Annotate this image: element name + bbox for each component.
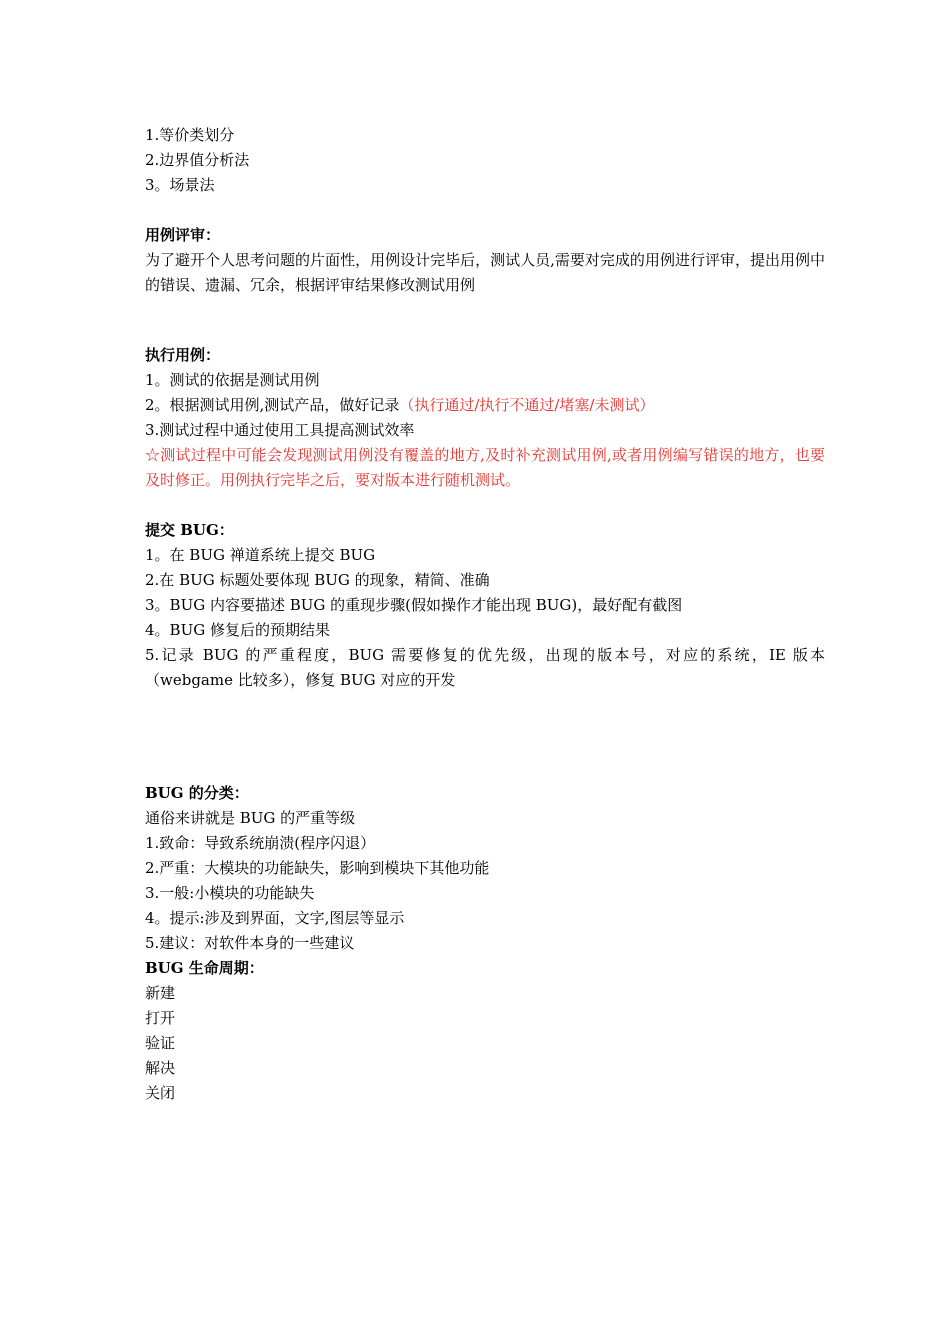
submit-heading: 提交 BUG：: [145, 521, 234, 539]
review-heading: 用例评审：: [145, 226, 221, 244]
method-item: 1.等价类划分: [145, 126, 235, 144]
classify-item: 3.一般:小模块的功能缺失: [145, 884, 315, 902]
classify-intro: 通俗来讲就是 BUG 的严重等级: [145, 809, 356, 827]
execute-item-text: 2。根据测试用例,测试产品，做好记录: [145, 396, 400, 414]
execute-item: [145, 393, 825, 418]
lifecycle-heading: BUG 生命周期：: [145, 959, 264, 977]
submit-item: 1。在 BUG 禅道系统上提交 BUG: [145, 546, 376, 564]
review-body: 为了避开个人思考问题的片面性，用例设计完毕后，测试人员,需要对完成的用例进行评审，提出用例中的错误、遗漏、冗余，根据评审结果修改测试用例: [145, 251, 825, 294]
execute-note: ☆测试过程中可能会发现测试用例没有覆盖的地方,及时补充测试用例,或者用例编写错误的地方，也要及时修正。用例执行完毕之后，要对版本进行随机测试。: [145, 446, 825, 489]
classify-item: 1.致命：导致系统崩溃(程序闪退）: [145, 834, 376, 852]
classify-heading: BUG 的分类：: [145, 784, 249, 802]
submit-item: 5.记录 BUG 的严重程度，BUG 需要修复的优先级，出现的版本号，对应的系统，IE 版本（webgame 比较多），修复 BUG 对应的开发: [145, 646, 825, 689]
method-item: 2.边界值分析法: [145, 151, 250, 169]
document-body: [145, 123, 825, 1106]
classify-item: 2.严重：大模块的功能缺失，影响到模块下其他功能: [145, 859, 490, 877]
lifecycle-item: 验证: [145, 1034, 176, 1052]
lifecycle-item: 解决: [145, 1059, 176, 1077]
lifecycle-item: 新建: [145, 984, 176, 1002]
lifecycle-item: 打开: [145, 1009, 176, 1027]
execute-heading: 执行用例：: [145, 346, 221, 364]
classify-item: 4。提示:涉及到界面，文字,图层等显示: [145, 909, 405, 927]
method-item: 3。场景法: [145, 176, 215, 194]
submit-item: 4。BUG 修复后的预期结果: [145, 621, 330, 639]
lifecycle-item: 关闭: [145, 1084, 176, 1102]
execute-item: 1。测试的依据是测试用例: [145, 371, 320, 389]
execute-status-options: （执行通过/执行不通过/堵塞/未测试）: [399, 396, 655, 414]
classify-item: 5.建议：对软件本身的一些建议: [145, 934, 355, 952]
execute-item: 3.测试过程中通过使用工具提高测试效率: [145, 421, 415, 439]
submit-item: 3。BUG 内容要描述 BUG 的重现步骤(假如操作才能出现 BUG)，最好配有截图: [145, 596, 683, 614]
submit-item: 2.在 BUG 标题处要体现 BUG 的现象，精简、准确: [145, 571, 490, 589]
